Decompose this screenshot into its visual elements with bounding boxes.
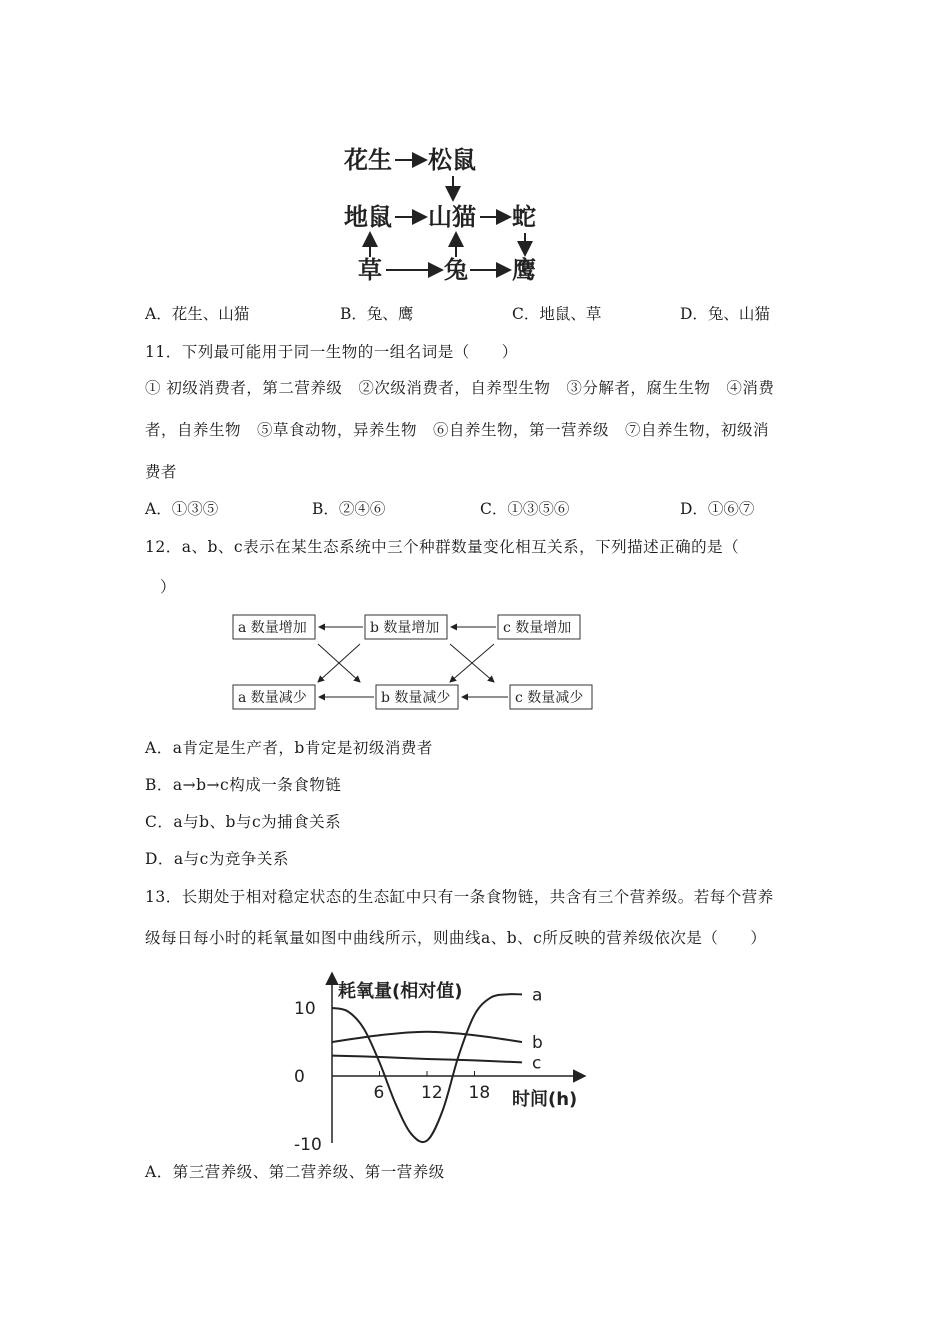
- y-tick-label: -10: [294, 1135, 322, 1150]
- series-c-label: c: [532, 1053, 542, 1074]
- box-c-down: c 数量减少: [515, 690, 584, 706]
- node-vole: 地鼠: [344, 203, 392, 231]
- population-diagram: [230, 610, 600, 715]
- q10-option-c: C．地鼠、草: [512, 305, 602, 323]
- q13-stem-line1: 13．长期处于相对稳定状态的生态缸中只有一条食物链，共含有三个营养级。若每个营养: [145, 888, 774, 906]
- series-a-line: [332, 994, 522, 1142]
- q11-option-a: A．①③⑤: [145, 500, 219, 518]
- q10-option-b: B．兔、鹰: [340, 305, 414, 323]
- q12-option-b: B．a→b→c构成一条食物链: [145, 776, 342, 794]
- series-c-line: [332, 1056, 522, 1063]
- box-b-down: b 数量减少: [381, 690, 451, 706]
- node-peanut: 花生: [344, 146, 392, 174]
- series-b-line: [332, 1032, 522, 1042]
- q11-line3: 费者: [145, 463, 178, 481]
- node-lynx: 山猫: [428, 203, 476, 231]
- box-a-down: a 数量减少: [238, 690, 307, 706]
- q10-option-d: D．兔、山猫: [680, 305, 770, 323]
- food-web-diagram: [330, 130, 560, 290]
- q11-option-c: C．①③⑤⑥: [480, 500, 570, 518]
- oxygen-consumption-chart: [290, 965, 600, 1150]
- q11-stem: 11．下列最可能用于同一生物的一组名词是（ ）: [145, 343, 518, 361]
- q12-option-a: A．a肯定是生产者，b肯定是初级消费者: [145, 739, 433, 757]
- x-tick-label: 6: [373, 1083, 385, 1103]
- q11-option-b: B．②④⑥: [312, 500, 386, 518]
- q12-stem-line1: 12．a、b、c表示在某生态系统中三个种群数量变化相互关系，下列描述正确的是（: [145, 538, 740, 556]
- q12-stem-line2: ）: [160, 578, 177, 596]
- series-b-label: b: [532, 1033, 543, 1053]
- y-tick-label: 0: [294, 1067, 305, 1087]
- y-tick-label: 10: [294, 999, 316, 1019]
- node-hawk: 鹰: [512, 256, 536, 284]
- x-axis-label: 时间(h): [512, 1089, 578, 1110]
- q11-line2: 者，自养生物 ⑤草食动物，异养生物 ⑥自养生物，第一营养级 ⑦自养生物，初级消: [145, 421, 770, 439]
- node-grass: 草: [358, 256, 382, 284]
- node-rabbit: 兔: [444, 256, 468, 284]
- q10-option-a: A．花生、山猫: [145, 305, 250, 323]
- box-c-up: c 数量增加: [503, 620, 572, 636]
- node-snake: 蛇: [512, 203, 536, 231]
- q11-option-d: D．①⑥⑦: [680, 500, 755, 518]
- node-squirrel: 松鼠: [428, 146, 476, 174]
- x-tick-label: 18: [468, 1083, 491, 1103]
- q12-option-c: C．a与b、b与c为捕食关系: [145, 813, 342, 831]
- box-b-up: b 数量增加: [370, 620, 440, 636]
- q13-option-a: A．第三营养级、第二营养级、第一营养级: [145, 1163, 445, 1181]
- q11-line1: ① 初级消费者，第二营养级 ②次级消费者，自养型生物 ③分解者，腐生生物 ④消费: [145, 379, 775, 397]
- q13-stem-line2: 级每日每小时的耗氧量如图中曲线所示，则曲线a、b、c所反映的营养级依次是（ ）: [145, 929, 767, 947]
- x-tick-label: 12: [421, 1083, 443, 1103]
- y-axis-label: 耗氧量(相对值): [338, 981, 463, 1002]
- series-a-label: a: [532, 985, 543, 1006]
- q12-option-d: D．a与c为竞争关系: [145, 850, 289, 868]
- box-a-up: a 数量增加: [238, 620, 307, 636]
